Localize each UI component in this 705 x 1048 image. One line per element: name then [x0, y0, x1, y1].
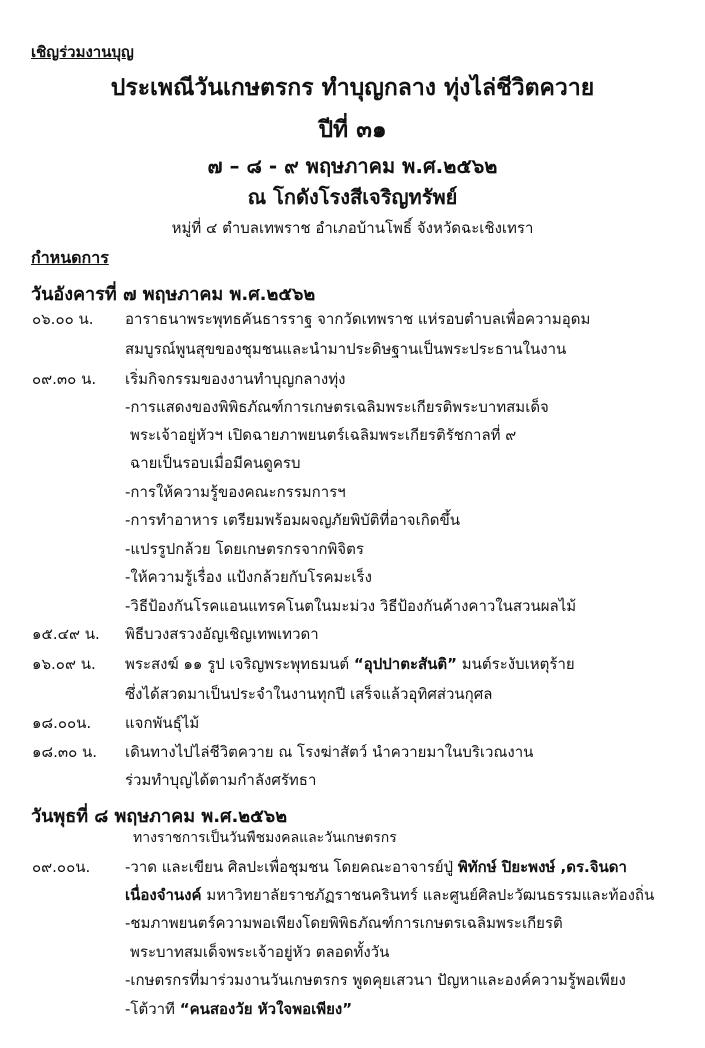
item-text: พระบาทสมเด็จพระเจ้าอยู่หัว ตลอดทั้งวัน: [130, 943, 390, 961]
item-text: -การทำอาหาร เตรียมพร้อมผจญภัยพิบัติที่อาจเกิดขึ้น: [125, 511, 461, 529]
item-time: ๐๖.๐๐ น.: [32, 310, 94, 328]
item-text: ฉายเป็นรอบเมื่อมีคนดูครบ: [130, 454, 301, 472]
event-venue: ณ โกดังโรงสีเจริญทรัพย์: [247, 185, 458, 209]
event-address: หมู่ที่ ๔ ตำบลเทพราช อำเภอบ้านโพธิ์ จังหวัดฉะเชิงเทรา: [171, 219, 534, 237]
item-text: -การให้ความรู้ของคณะกรรมการฯ: [125, 483, 346, 501]
item-text: สมบูรณ์พูนสุขของชุมชนและนำมาประดิษฐานเป็นพระประธานในงาน: [125, 340, 567, 358]
item-time: ๐๙.๓๐ น.: [32, 370, 97, 388]
artist-names: พิทักษ์ ปิยะพงษ์ ,ดร.จินดา: [457, 858, 627, 876]
day2-note: ทางราชการเป็นวันพืชมงคลและวันเกษตรกร: [133, 830, 397, 846]
item-text: -วิธีป้องกันโรคแอนแทรคโนตในมะม่วง วิธีป้องกันค้างคาวในสวนผลไม้: [125, 597, 577, 615]
item-text: แจกพันธุ์ไม้: [125, 714, 200, 732]
item-text: -การแสดงของพิพิธภัณฑ์การเกษตรเฉลิมพระเกียรติพระบาทสมเด็จ: [125, 398, 549, 416]
event-title: ประเพณีวันเกษตรกร ทำบุญกลาง ทุ่งไล่ชีวิตควาย: [110, 75, 595, 101]
item-text: -โต้วาที “คนสองวัย หัวใจพอเพียง”: [125, 1000, 353, 1018]
item-time: ๑๘.๐๐น.: [32, 714, 92, 732]
item-time: ๑๘.๓๐ น.: [32, 743, 98, 761]
item-time: ๑๕.๔๙ น.: [32, 625, 100, 643]
invite-label: เชิญร่วมงานบุญ: [31, 43, 134, 61]
item-time: ๐๙.๐๐น.: [32, 858, 91, 876]
event-year: ปีที่ ๓๑: [318, 117, 387, 143]
event-dates: ๗ – ๘ - ๙ พฤษภาคม พ.ศ.๒๕๖๒: [207, 154, 498, 178]
item-time: ๑๖.๐๙ น.: [32, 655, 96, 673]
debate-title: “คนสองวัย หัวใจพอเพียง”: [179, 1000, 353, 1018]
item-text: อาราธนาพระพุทธคันธารราฐ จากวัดเทพราช แห่รอบตำบลเพื่อความอุดม: [125, 310, 591, 328]
item-text: เนื่องจำนงค์ มหาวิทยาลัยราชภัฏราชนครินทร์ และศูนย์ศิลปะวัฒนธรรมและท้องถิ่น: [125, 886, 655, 904]
item-text: เริ่มกิจกรรมของงานทำบุญกลางทุ่ง: [125, 370, 346, 388]
item-text: พระเจ้าอยู่หัวฯ เปิดฉายภาพยนตร์เฉลิมพระเกียรติรัชกาลที่ ๙: [130, 426, 517, 444]
item-text: -วาด และเขียน ศิลปะเพื่อชุมชน โดยคณะอาจารย์ปู่ พิทักษ์ ปิยะพงษ์ ,ดร.จินดา: [125, 858, 627, 876]
item-text: -แปรรูปกล้วย โดยเกษตรกรจากพิจิตร: [125, 540, 364, 558]
item-text: ซึ่งได้สวดมาเป็นประจำในงานทุกปี เสร็จแล้วอุทิศส่วนกุศล: [125, 685, 493, 703]
item-text: -เกษตรกรที่มาร่วมงานวันเกษตรกร พูดคุยเสวนา ปัญหาและองค์ความรู้พอเพียง: [125, 971, 626, 989]
item-text: พิธีบวงสรวงอัญเชิญเทพเทวดา: [125, 625, 319, 643]
item-text: พระสงฆ์ ๑๑ รูป เจริญพระพุทธมนต์ “อุปปาตะสันติ” มนต์ระงับเหตุร้าย: [125, 655, 575, 673]
item-text: ร่วมทำบุญได้ตามกำลังศรัทธา: [125, 771, 317, 789]
day2-heading: วันพุธที่ ๘ พฤษภาคม พ.ศ.๒๕๖๒: [31, 806, 288, 827]
chant-name: “อุปปาตะสันติ”: [353, 655, 458, 673]
day1-heading: วันอังคารที่ ๗ พฤษภาคม พ.ศ.๒๕๖๒: [31, 284, 316, 305]
schedule-label: กำหนดการ: [31, 248, 109, 267]
item-text: -ชมภาพยนตร์ความพอเพียงโดยพิพิธภัณฑ์การเกษตรเฉลิมพระเกียรติ: [125, 914, 563, 932]
item-text: -ให้ความรู้เรื่อง แป้งกล้วยกับโรคมะเร็ง: [125, 568, 372, 586]
item-text: เดินทางไปไล่ชีวิตควาย ณ โรงฆ่าสัตว์ นำควายมาในบริเวณงาน: [125, 743, 534, 761]
